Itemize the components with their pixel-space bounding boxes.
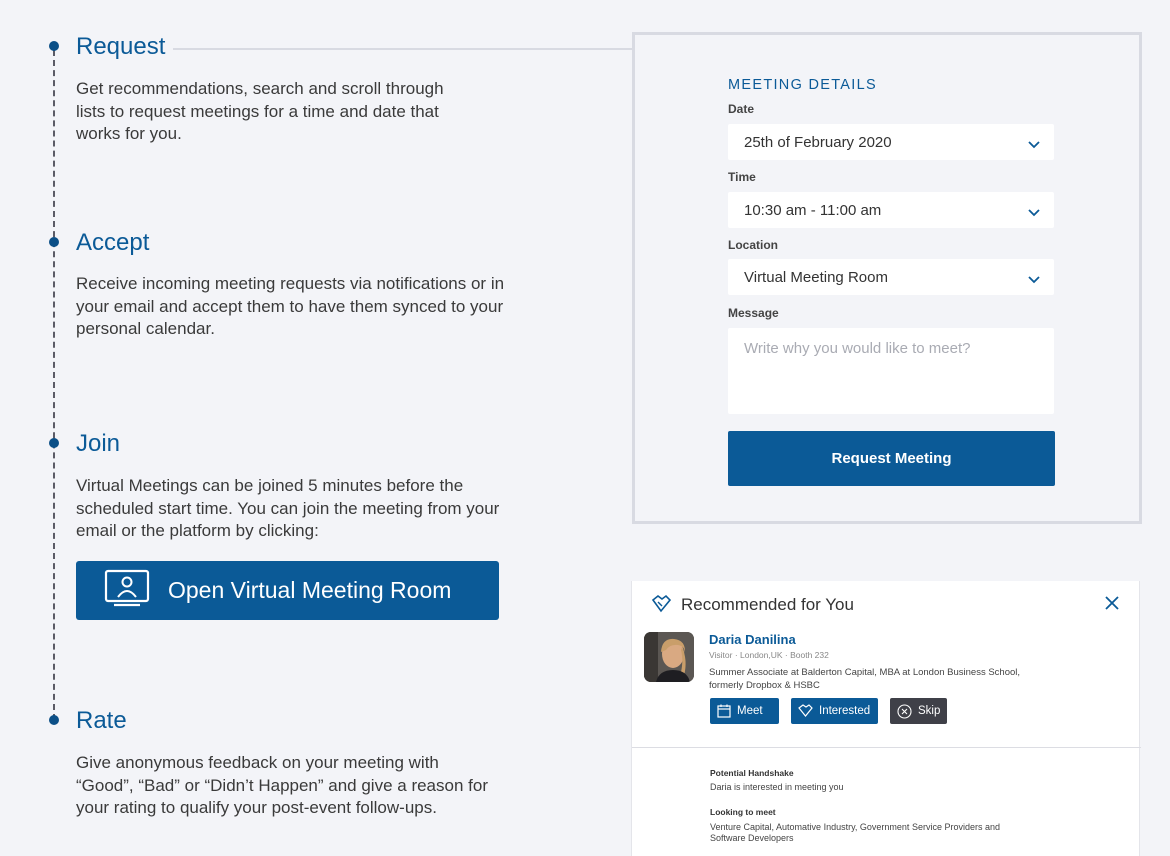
chevron-down-icon <box>1028 136 1040 153</box>
timeline-dot-rate <box>49 715 59 725</box>
divider <box>632 747 1141 748</box>
request-meeting-button[interactable]: Request Meeting <box>728 431 1055 486</box>
step-title-rate: Rate <box>76 707 127 734</box>
handshake-icon <box>650 594 672 619</box>
open-virtual-meeting-room-button[interactable] <box>76 561 499 620</box>
potential-handshake-label: Potential Handshake <box>710 768 794 778</box>
date-label: Date <box>728 102 755 116</box>
meeting-details-card <box>632 32 1142 524</box>
chevron-down-icon <box>1028 204 1040 221</box>
close-icon[interactable] <box>1104 595 1120 616</box>
time-value: 10:30 am - 11:00 am <box>744 201 882 219</box>
step-text-request: Get recommendations, search and scroll through lists to request meetings for a time and date that works for you. <box>76 79 444 143</box>
meeting-details-heading: MEETING DETAILS <box>728 77 877 93</box>
date-select[interactable] <box>728 124 1054 160</box>
video-room-icon <box>104 569 150 613</box>
location-value: Virtual Meeting Room <box>744 268 888 286</box>
time-label: Time <box>728 170 756 184</box>
timeline-dot-join <box>49 438 59 448</box>
interested-button[interactable] <box>791 698 878 724</box>
handshake-icon <box>798 704 813 718</box>
step-title-accept: Accept <box>76 229 150 256</box>
person-description: Summer Associate at Balderton Capital, MBA at London Business School, formerly Dropbox & HSBC <box>709 667 1021 691</box>
step-text-rate: Give anonymous feedback on your meeting with “Good”, “Bad” or “Didn’t Happen” and give a reason for your rating to qualify your post-event follow-ups. <box>76 753 488 817</box>
chevron-down-icon <box>1028 271 1040 288</box>
calendar-icon <box>717 704 731 718</box>
location-label: Location <box>728 238 778 252</box>
message-input[interactable] <box>728 328 1054 414</box>
person-meta: Visitor · London,UK · Booth 232 <box>709 650 829 660</box>
location-select[interactable] <box>728 259 1054 295</box>
skip-label: Skip <box>918 705 941 717</box>
interested-label: Interested <box>819 705 871 717</box>
meet-button[interactable] <box>710 698 779 724</box>
timeline-dot-accept <box>49 237 59 247</box>
step-title-request: Request <box>76 33 166 60</box>
avatar[interactable] <box>644 632 694 682</box>
step-text-accept: Receive incoming meeting requests via notifications or in your email and accept them to have them synced to your personal calendar. <box>76 274 505 338</box>
time-select[interactable] <box>728 192 1054 228</box>
timeline-line <box>53 50 55 720</box>
potential-handshake-text: Daria is interested in meeting you <box>710 782 844 792</box>
timeline-dot-request <box>49 41 59 51</box>
meet-label: Meet <box>737 705 763 717</box>
message-label: Message <box>728 306 779 320</box>
looking-to-meet-text: Venture Capital, Automative Industry, Government Service Providers and Software Developers <box>710 822 1000 843</box>
recommended-title: Recommended for You <box>681 595 854 614</box>
timeline-connector <box>173 48 633 50</box>
open-room-label: Open Virtual Meeting Room <box>168 577 452 603</box>
close-circle-icon <box>897 704 912 719</box>
date-value: 25th of February 2020 <box>744 133 892 151</box>
step-title-join: Join <box>76 430 121 457</box>
step-text-join: Virtual Meetings can be joined 5 minutes before the scheduled start time. You can join the meeting from your email or the platform by clicking: <box>76 476 500 540</box>
looking-to-meet-label: Looking to meet <box>710 807 776 817</box>
skip-button[interactable] <box>890 698 947 724</box>
recommended-card <box>631 581 1140 856</box>
person-name[interactable]: Daria Danilina <box>709 632 796 647</box>
